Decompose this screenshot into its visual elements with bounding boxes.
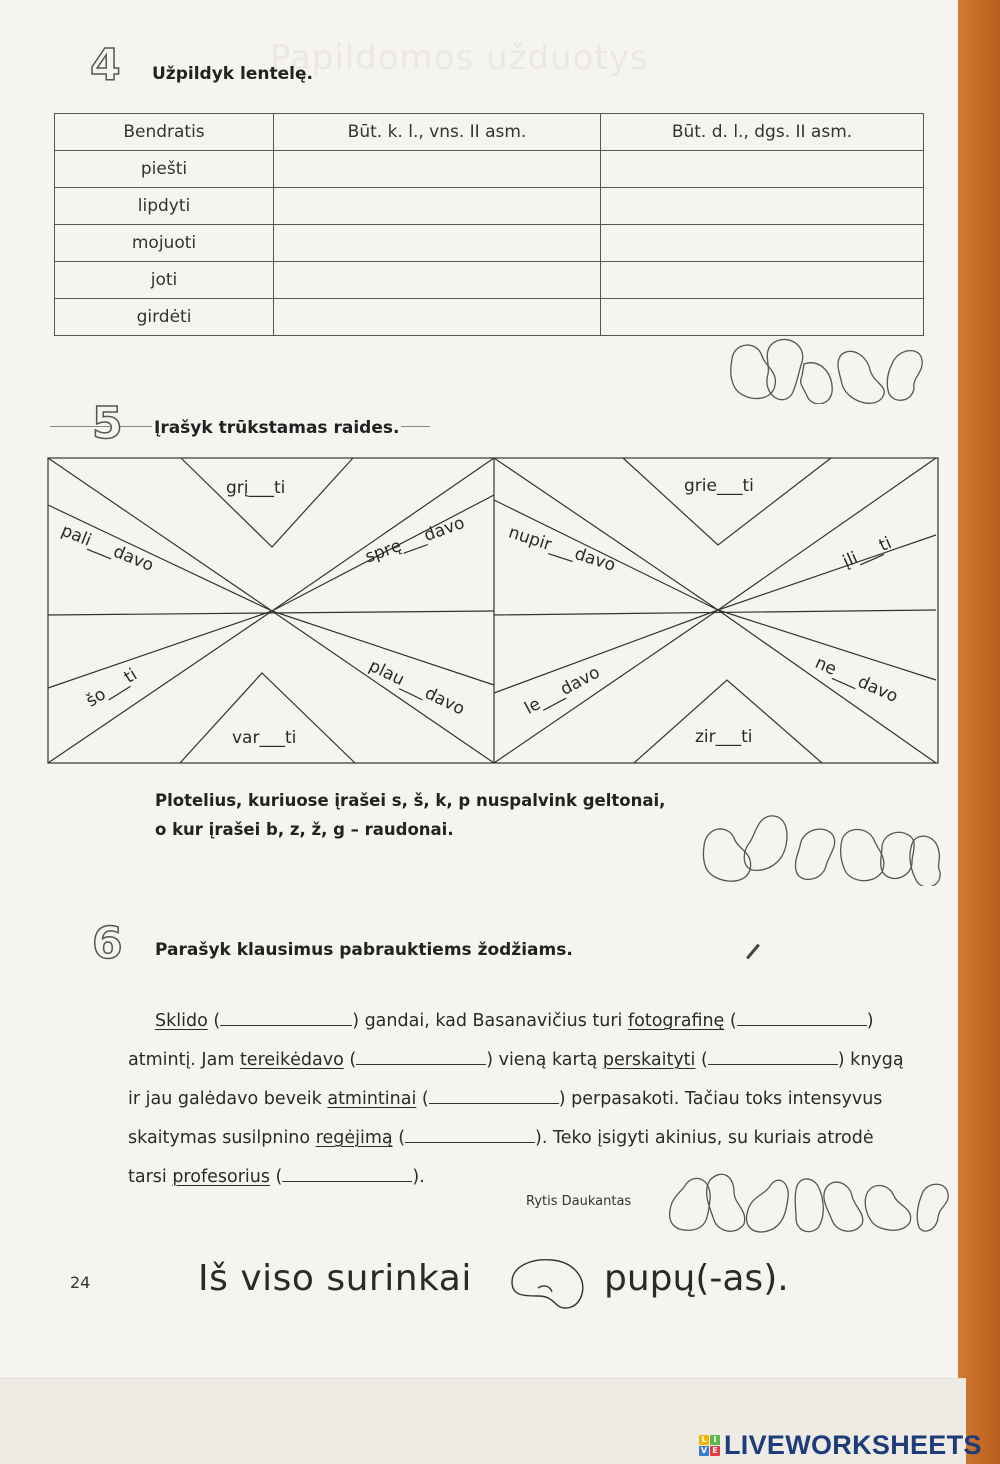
bean-icon bbox=[795, 1179, 823, 1232]
answer-cell[interactable] bbox=[274, 225, 601, 262]
paragraph-line bbox=[128, 1041, 928, 1080]
left-panel-lines bbox=[48, 458, 494, 763]
total-suffix: pupų(-as). bbox=[604, 1258, 789, 1299]
total-prefix: Iš viso surinkai bbox=[198, 1258, 472, 1299]
verb-cell: lipdyti bbox=[55, 188, 274, 225]
word-pali-davo[interactable]: pali___davo bbox=[58, 520, 157, 576]
underlined-word: atmintinai bbox=[327, 1089, 417, 1109]
text-span: tarsi bbox=[128, 1167, 173, 1187]
table-row bbox=[55, 188, 924, 225]
text-span: ( bbox=[392, 1128, 406, 1148]
answer-cell[interactable] bbox=[601, 188, 924, 225]
header-past-simple: Būt. k. l., vns. II asm. bbox=[274, 114, 601, 151]
bean-icon bbox=[795, 829, 834, 879]
letter-diagram bbox=[46, 455, 944, 767]
table-header-row bbox=[55, 114, 924, 151]
logo-letter: I bbox=[710, 1435, 720, 1445]
text-span: ( bbox=[695, 1050, 708, 1070]
answer-cell[interactable] bbox=[274, 299, 601, 336]
table-row bbox=[55, 299, 924, 336]
table-row bbox=[55, 151, 924, 188]
text-span: ). Teko įsigyti akinius, su kuriais atrodė bbox=[535, 1128, 874, 1148]
text-span: ( bbox=[416, 1089, 429, 1109]
answer-blank[interactable] bbox=[405, 1125, 535, 1143]
task-5-number-icon: 5 bbox=[92, 398, 123, 449]
liveworksheets-brand bbox=[699, 1430, 982, 1461]
bean-icon bbox=[703, 829, 750, 881]
bean-icon bbox=[747, 1180, 789, 1232]
author: Rytis Daukantas bbox=[526, 1194, 632, 1209]
text-span: ( bbox=[343, 1050, 357, 1070]
bean-icon bbox=[841, 830, 884, 881]
bean-icon bbox=[865, 1186, 910, 1231]
task-4-title: Užpildyk lentelę. bbox=[152, 64, 313, 84]
underlined-word: perskaityti bbox=[602, 1050, 696, 1070]
answer-blank[interactable] bbox=[282, 1164, 412, 1182]
beans-group-task-6 bbox=[662, 1166, 952, 1236]
beans-group-task-5 bbox=[698, 806, 948, 886]
table-row bbox=[55, 225, 924, 262]
brand-name: LIVEWORKSHEETS bbox=[724, 1430, 982, 1460]
bean-icon bbox=[917, 1184, 948, 1231]
text-span: atmintį. Jam bbox=[128, 1050, 240, 1070]
text-span: ) gandai, kad Basanavičius turi bbox=[352, 1011, 628, 1031]
text-span: ) vieną kartą bbox=[486, 1050, 603, 1070]
text-span: ) bbox=[866, 1011, 874, 1031]
instruction-line: Plotelius, kuriuose įrašei s, š, k, p nuspalvink geltonai, bbox=[155, 791, 666, 810]
paragraph-line bbox=[128, 1119, 928, 1158]
text-span: skaitymas susilpnino bbox=[128, 1128, 316, 1148]
answer-blank[interactable] bbox=[708, 1047, 838, 1065]
word-le-davo[interactable]: le___davo bbox=[521, 662, 604, 719]
task-5-title: Įrašyk trūkstamas raides. bbox=[154, 418, 400, 438]
header-bendratis: Bendratis bbox=[55, 114, 274, 151]
word-so-ti[interactable]: šo___ti bbox=[82, 664, 141, 712]
word-spre-davo[interactable]: sprę___davo bbox=[362, 512, 468, 568]
bean-icon bbox=[887, 351, 922, 401]
logo-letter: E bbox=[710, 1446, 720, 1456]
bean-icon bbox=[881, 832, 914, 878]
answer-blank[interactable] bbox=[737, 1008, 867, 1026]
underlined-word: regėjimą bbox=[315, 1128, 393, 1148]
word-ne-davo[interactable]: ne___davo bbox=[811, 652, 901, 708]
answer-blank[interactable] bbox=[220, 1008, 352, 1026]
text-span: ( bbox=[207, 1011, 221, 1031]
answer-cell[interactable] bbox=[601, 299, 924, 336]
liveworksheets-logo-icon bbox=[699, 1435, 720, 1456]
bean-icon bbox=[801, 363, 833, 404]
answer-cell[interactable] bbox=[601, 262, 924, 299]
bean-icon bbox=[824, 1182, 863, 1231]
text-span: ( bbox=[269, 1167, 283, 1187]
word-ili-ti[interactable]: įli___ti bbox=[839, 533, 895, 573]
background-heading: Papildomos užduotys bbox=[270, 38, 649, 78]
answer-blank[interactable] bbox=[356, 1047, 486, 1065]
word-grii-ti[interactable]: grį___ti bbox=[226, 478, 286, 498]
word-nupir-davo[interactable]: nupir___davo bbox=[505, 522, 618, 576]
answer-cell[interactable] bbox=[274, 188, 601, 225]
total-bean-input[interactable] bbox=[508, 1256, 588, 1312]
task-4-number-icon: 4 bbox=[90, 40, 121, 91]
right-panel-lines bbox=[494, 458, 936, 763]
answer-blank[interactable] bbox=[429, 1086, 559, 1104]
bean-icon bbox=[670, 1178, 711, 1230]
task-6-title: Parašyk klausimus pabrauktiems žodžiams. bbox=[155, 940, 573, 960]
task-6-number-icon: 6 bbox=[92, 918, 123, 969]
bean-icon bbox=[767, 339, 803, 399]
bean-icon bbox=[838, 351, 884, 403]
verb-cell: piešti bbox=[55, 151, 274, 188]
word-grie-ti[interactable]: grie___ti bbox=[684, 476, 754, 496]
text-span: ). bbox=[412, 1167, 425, 1187]
header-past-frequentative: Būt. d. l., dgs. II asm. bbox=[601, 114, 924, 151]
word-var-ti[interactable]: var___ti bbox=[232, 728, 297, 748]
underlined-word: Sklido bbox=[155, 1011, 208, 1031]
text-span: ) perpasakoti. Tačiau toks intensyvus bbox=[558, 1089, 883, 1109]
paragraph-line bbox=[128, 1002, 928, 1041]
bean-icon bbox=[707, 1174, 745, 1231]
text-span: ) knygą bbox=[837, 1050, 904, 1070]
answer-cell[interactable] bbox=[601, 151, 924, 188]
underlined-word: profesorius bbox=[172, 1167, 270, 1187]
word-zir-ti[interactable]: zir___ti bbox=[695, 727, 753, 747]
answer-cell[interactable] bbox=[274, 262, 601, 299]
word-plau-davo[interactable]: plau___davo bbox=[365, 656, 468, 720]
verb-cell: mojuoti bbox=[55, 225, 274, 262]
task-5-instruction bbox=[155, 786, 665, 844]
instruction-line: o kur įrašei b, z, ž, g – raudonai. bbox=[155, 820, 454, 839]
text-span: ir jau galėdavo beveik bbox=[128, 1089, 328, 1109]
pencil-mark bbox=[746, 944, 760, 960]
beans-group-task-4 bbox=[722, 334, 962, 404]
answer-cell[interactable] bbox=[601, 225, 924, 262]
page-number: 24 bbox=[70, 1273, 91, 1292]
text-span: ( bbox=[724, 1011, 737, 1031]
table-row bbox=[55, 262, 924, 299]
logo-letter: V bbox=[700, 1446, 708, 1455]
underlined-word: tereikėdavo bbox=[239, 1050, 344, 1070]
answer-cell[interactable] bbox=[274, 151, 601, 188]
verb-cell: joti bbox=[55, 262, 274, 299]
verb-cell: girdėti bbox=[55, 299, 274, 336]
logo-letter: L bbox=[699, 1435, 709, 1445]
verb-table bbox=[54, 113, 924, 336]
paragraph-line bbox=[128, 1080, 928, 1119]
underlined-word: fotografinę bbox=[627, 1011, 725, 1031]
